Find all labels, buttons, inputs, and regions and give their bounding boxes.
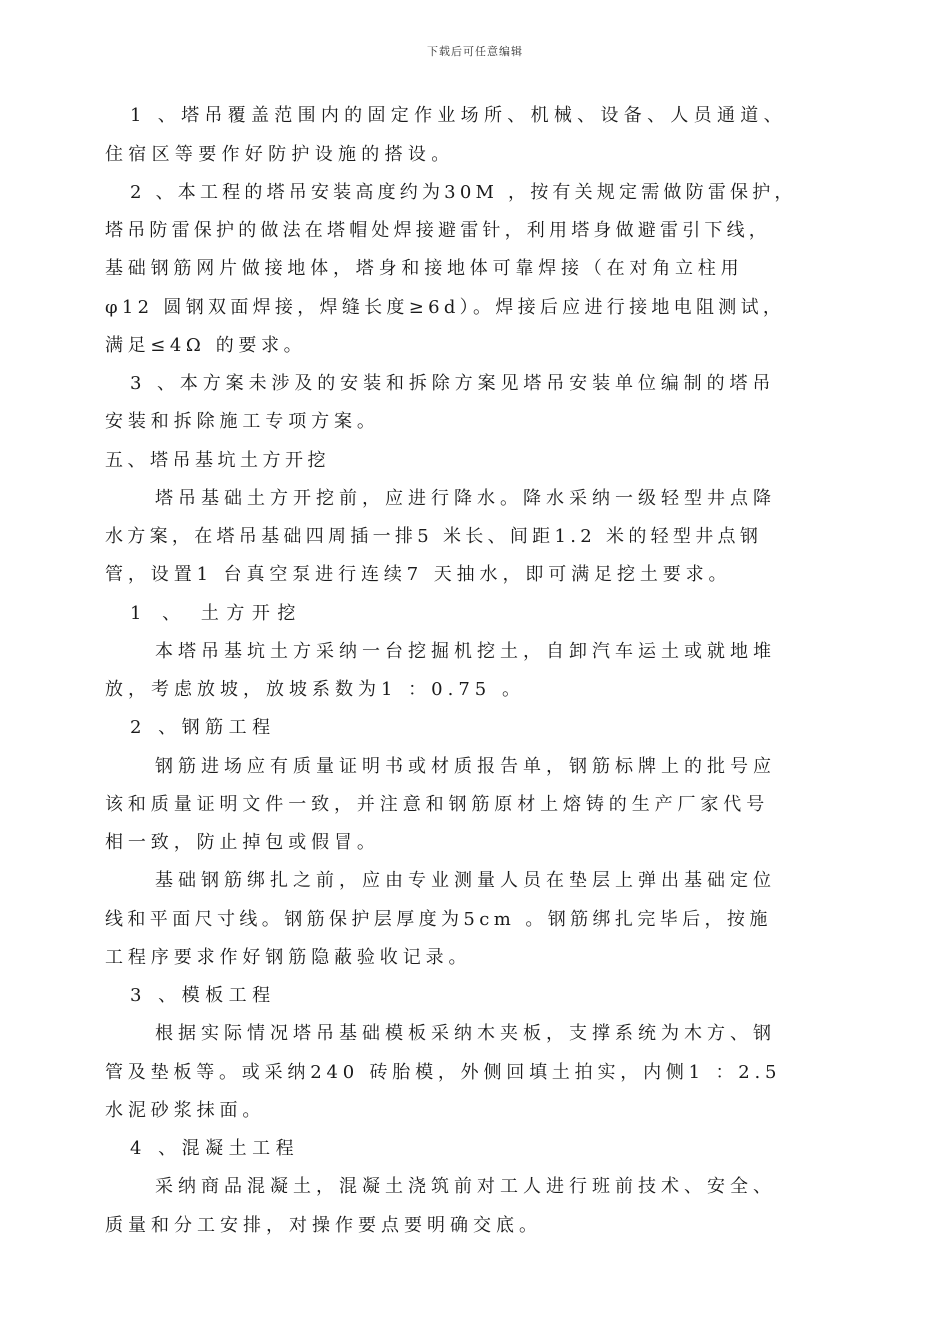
text-line: 安装和拆除施工专项方案。	[105, 411, 380, 432]
text-line: 质量和分工安排，对操作要点要明确交底。	[105, 1215, 542, 1236]
text-line: 水泥砂浆抹面。	[105, 1100, 266, 1121]
text-line: 塔吊基础土方开挖前，应进行降水。降水采纳一级轻型井点降	[155, 488, 776, 509]
subsection-heading: 2 、钢筋工程	[130, 717, 276, 738]
text-line: 基础钢筋网片做接地体，塔身和接地体可靠焊接（在对角立柱用	[105, 258, 744, 279]
text-line: 放，考虑放坡，放坡系数为1 ：0.75 。	[105, 679, 525, 700]
section-heading: 五、塔吊基坑土方开挖	[105, 450, 330, 471]
text-line: 相一致，防止掉包或假冒。	[105, 832, 380, 853]
text-line: 基础钢筋绑扎之前，应由专业测量人员在垫层上弹出基础定位	[155, 870, 776, 891]
text-line: 管，设置1 台真空泵进行连续7 天抽水，即可满足挖土要求。	[105, 564, 732, 585]
text-line: 根据实际情况塔吊基础模板采纳木夹板，支撑系统为木方、钢	[155, 1023, 776, 1044]
text-line: 该和质量证明文件一致，并注意和钢筋原材上熔铸的生产厂家代号	[105, 794, 770, 815]
text-line: 住宿区等要作好防护设施的搭设。	[105, 144, 455, 165]
text-line: 管及垫板等。或采纳240 砖胎模，外侧回填土拍实，内侧1 ：2.5	[105, 1062, 782, 1083]
text-line: 2 、本工程的塔吊安装高度约为30M ，按有关规定需做防雷保护，	[130, 182, 797, 203]
page-header: 下载后可任意编辑	[427, 45, 523, 58]
text-line: 钢筋进场应有质量证明书或材质报告单，钢筋标牌上的批号应	[155, 756, 776, 777]
text-line: 满足≤4Ω 的要求。	[105, 335, 307, 356]
subsection-heading: 1 、 土方开挖	[130, 603, 303, 624]
text-line: 线和平面尺寸线。钢筋保护层厚度为5cm 。钢筋绑扎完毕后，按施	[105, 909, 772, 930]
text-line: 3 、本方案未涉及的安装和拆除方案见塔吊安装单位编制的塔吊	[130, 373, 776, 394]
text-line: 水方案，在塔吊基础四周插一排5 米长、间距1.2 米的轻型井点钢	[105, 526, 763, 547]
subsection-heading: 3 、模板工程	[130, 985, 276, 1006]
subsection-heading: 4 、混凝土工程	[130, 1138, 300, 1159]
text-line: 本塔吊基坑土方采纳一台挖掘机挖土，自卸汽车运土或就地堆	[155, 641, 776, 662]
text-line: 采纳商品混凝土，混凝土浇筑前对工人进行班前技术、安全、	[155, 1176, 776, 1197]
text-line: 工程序要求作好钢筋隐蔽验收记录。	[105, 947, 472, 968]
text-line: 1 、塔吊覆盖范围内的固定作业场所、机械、设备、人员通道、	[130, 105, 787, 126]
text-line: φ12 圆钢双面焊接，焊缝长度≥6d）。焊接后应进行接地电阻测试，	[105, 297, 786, 318]
text-line: 塔吊防雷保护的做法在塔帽处焊接避雷针，利用塔身做避雷引下线，	[105, 220, 771, 241]
